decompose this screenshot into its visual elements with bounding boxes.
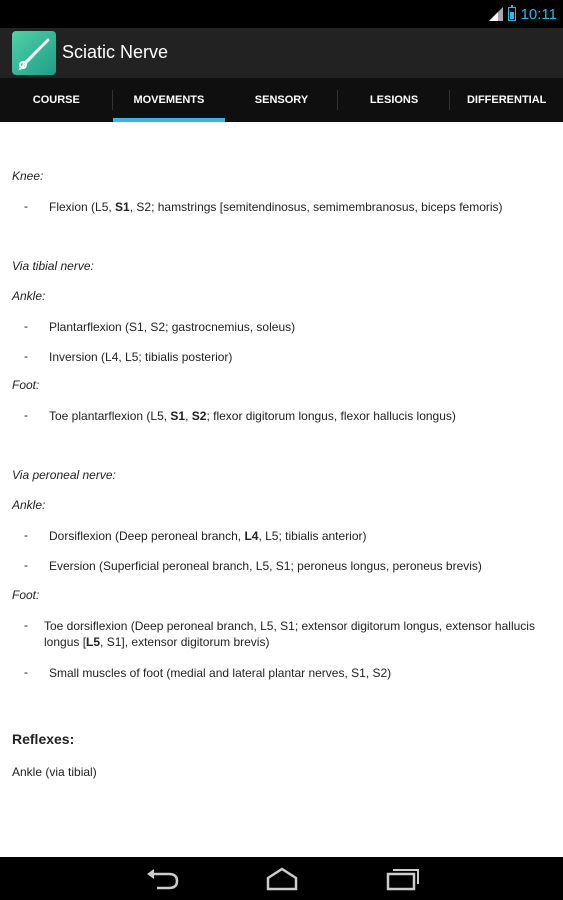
bullet-dash: - <box>24 558 28 572</box>
text-run: Toe dorsiflexion (Deep peroneal branch, L5, S1; extensor digitorum longus, extensor hallucis longus [ <box>44 619 535 649</box>
text-run: ; flexor digitorum longus, flexor hallucis longus) <box>206 409 456 423</box>
text-run-bold: S1 <box>170 409 186 423</box>
status-bar <box>0 0 563 28</box>
bullet-dash: - <box>24 199 28 213</box>
item-text: Small muscles of foot (medial and lateral plantar nerves, S1, S2) <box>49 666 392 680</box>
tab-label: SENSORY <box>254 94 309 106</box>
item-text <box>49 199 559 215</box>
reflex-ankle: Ankle (via tibial) <box>12 765 97 779</box>
text-run: Flexion (L5, <box>49 200 116 214</box>
tab-label: LESIONS <box>369 94 419 106</box>
status-clock: 10:11 <box>520 5 557 23</box>
bullet-dash: - <box>24 349 28 363</box>
bullet-dash: - <box>24 319 28 333</box>
tab-sensory[interactable] <box>225 78 338 122</box>
recent-apps-icon[interactable] <box>384 865 420 893</box>
item-text <box>49 528 559 544</box>
text-run-bold: S2 <box>191 409 207 423</box>
text-run: Toe plantarflexion (L5, <box>49 409 171 423</box>
signal-icon <box>489 7 503 21</box>
item-text: Plantarflexion (S1, S2; gastrocnemius, soleus) <box>49 320 296 334</box>
action-bar <box>0 28 563 78</box>
text-run-bold: L5 <box>86 635 101 649</box>
reflexes-heading: Reflexes: <box>12 731 75 747</box>
app-title: Sciatic Nerve <box>62 42 169 62</box>
tab-movements[interactable] <box>113 78 226 122</box>
status-icons <box>489 4 557 24</box>
bullet-dash: - <box>24 528 28 542</box>
via-peroneal-label: Via peroneal nerve: <box>12 468 116 482</box>
text-run-bold: S1 <box>115 200 130 214</box>
via-tibial-label: Via tibial nerve: <box>12 259 94 273</box>
text-run: , L5; tibialis anterior) <box>258 529 367 543</box>
back-icon[interactable] <box>145 865 181 893</box>
home-icon[interactable] <box>264 865 300 893</box>
movements-content[interactable] <box>0 122 563 857</box>
tab-course[interactable] <box>0 78 113 122</box>
ankle-label: Ankle: <box>12 498 46 512</box>
tab-bar <box>0 78 563 122</box>
text-run: , S2; hamstrings [semitendinosus, semimembranosus, biceps femoris) <box>129 200 503 214</box>
tab-label: MOVEMENTS <box>133 94 205 106</box>
battery-icon <box>508 7 516 21</box>
tab-differential[interactable] <box>450 78 563 122</box>
text-run: , <box>185 409 192 423</box>
tab-label: DIFFERENTIAL <box>466 94 547 106</box>
bullet-dash: - <box>24 408 28 422</box>
foot-label: Foot: <box>12 378 40 392</box>
bullet-dash: - <box>24 665 28 679</box>
navigation-bar <box>0 857 563 900</box>
app-logo-icon[interactable] <box>12 31 56 75</box>
ankle-label: Ankle: <box>12 289 46 303</box>
bullet-dash: - <box>24 618 28 632</box>
text-run: , S1], extensor digitorum brevis) <box>100 635 270 649</box>
tab-label: COURSE <box>32 94 80 106</box>
foot-label: Foot: <box>12 588 40 602</box>
tab-lesions[interactable] <box>338 78 451 122</box>
item-text <box>44 618 554 650</box>
text-run-bold: L4 <box>244 529 259 543</box>
item-text: Eversion (Superficial peroneal branch, L5, S1; peroneus longus, peroneus brevis) <box>49 559 482 573</box>
item-text: Inversion (L4, L5; tibialis posterior) <box>49 350 233 364</box>
text-run: Dorsiflexion (Deep peroneal branch, <box>49 529 245 543</box>
knee-label: Knee: <box>12 169 44 183</box>
item-text <box>49 408 559 424</box>
